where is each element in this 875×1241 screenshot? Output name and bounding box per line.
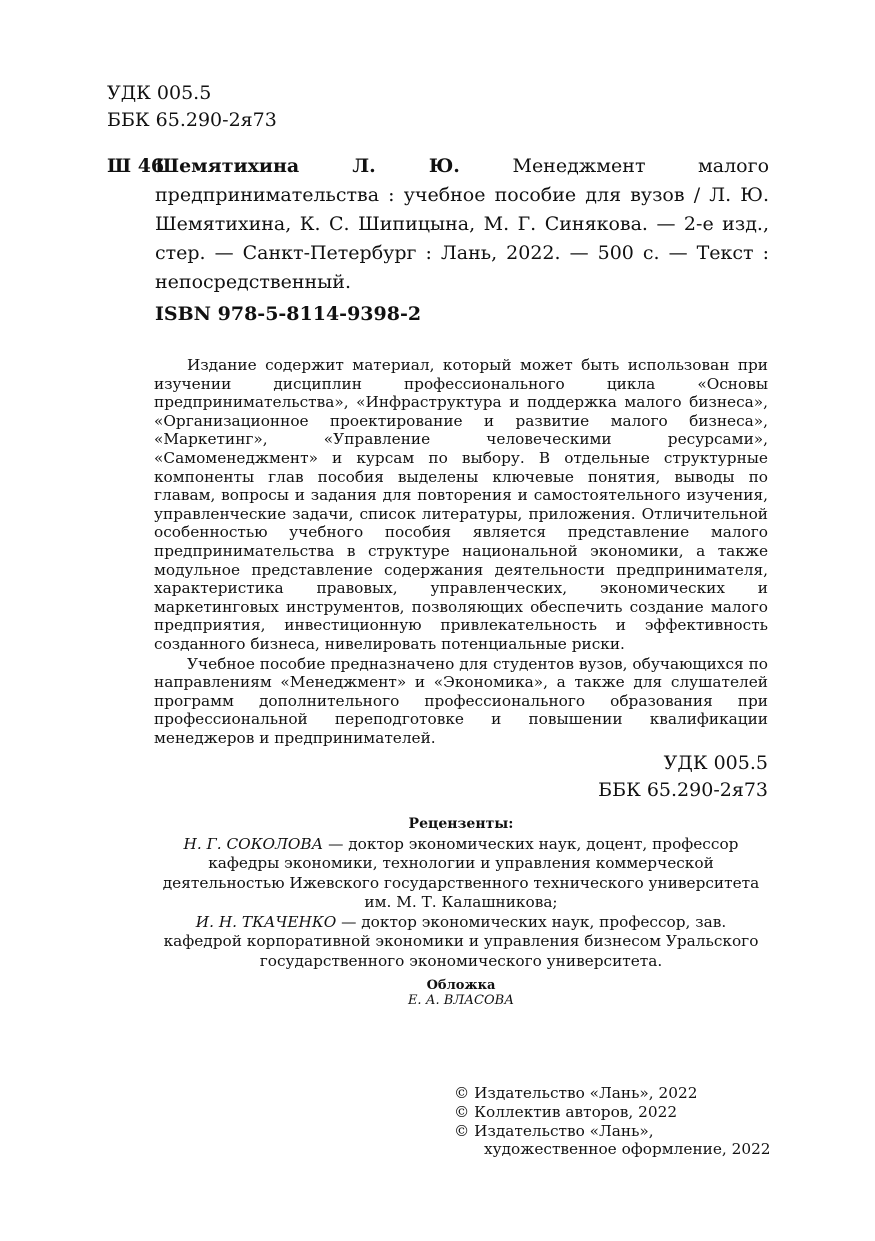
reviewer-2-line-2: кафедрой корпоративной экономики и управления бизнесом Уральского (163, 932, 759, 950)
description: Менеджмент малого предпринимательства : учебное пособие для вузов / Л. Ю. Шемятихина, К. С. Шипицына, М. Г. Синякова. — 2-е изд., стер. — Санкт-Петербург : Лань, 2022. — 500 с. — Текст : непосредственный. (155, 155, 770, 293)
copyright-block (454, 1084, 771, 1159)
bbk-code-right: ББК 65.290-2я73 (598, 779, 768, 801)
cover-heading: Обложка (426, 978, 496, 993)
copyright-publisher: © Издательство «Лань», 2022 (454, 1084, 698, 1102)
authors: Шемятихина Л. Ю. (155, 155, 460, 177)
reviewer-1-line-4: им. М. Т. Калашникова; (364, 893, 558, 911)
reviewer-1-name: Н. Г. СОКОЛОВА (183, 834, 324, 853)
cover-credit (154, 978, 768, 1008)
reviewers-block (154, 815, 768, 971)
reviewer-1-line-2: кафедры экономики, технологии и управления коммерческой (208, 854, 714, 872)
author-mark: Ш 46 (107, 155, 165, 177)
reviewer-2-name: И. Н. ТКАЧЕНКО (195, 912, 337, 931)
bibliographic-record (107, 152, 769, 297)
cover-designer: Е. А. ВЛАСОВА (407, 993, 515, 1008)
udk-code-right: УДК 005.5 (663, 752, 768, 774)
isbn: ISBN 978-5-8114-9398-2 (155, 303, 422, 325)
reviewer-1-line-3: деятельностью Ижевского государственного технического университета (162, 873, 760, 892)
reviewers-heading: Рецензенты: (408, 816, 514, 832)
reviewer-1-line-1: Н. Г. СОКОЛОВА — доктор экономических наук, доцент, профессор (183, 834, 739, 853)
copyright-design-cont: художественное оформление, 2022 (484, 1140, 771, 1159)
classification-codes-top (107, 80, 277, 134)
copyright-authors: © Коллектив авторов, 2022 (454, 1102, 678, 1121)
bibliographic-description (155, 152, 769, 297)
abstract (154, 356, 768, 747)
udk-code: УДК 005.5 (107, 82, 212, 104)
classification-codes-bottom (598, 750, 768, 804)
abstract-paragraph-1: Издание содержит материал, который может быть использован при изучении дисциплин профессионального цикла «Основы предпринимательства», «Инфраструктура и поддержка малого бизнеса», «Организационное проектирование и развитие малого бизнеса», «Маркетинг», «Управление человеческими ресурсами», «Самоменеджмент» и курсам по выбору. В отдельные структурные компоненты глав пособия выделены ключевые понятия, выводы по главам, вопросы и задания для повторения и самостоятельного изучения, управленческие задачи, список литературы, приложения. Отличительной особенностью учебного пособия является представление малого предпринимательства в структуре национальной экономики, а также модульное представление содержания деятельности предпринимателя, характеристика правовых, управленческих, экономических и маркетинговых инструментов, позволяющих обеспечить создание малого предприятия, инвестиционную привлекательность и эффективность созданного бизнеса, нивелировать потенциальные риски. (154, 356, 768, 653)
copyright-design: © Издательство «Лань», (454, 1121, 654, 1140)
abstract-paragraph-2: Учебное пособие предназначено для студентов вузов, обучающихся по направлениям «Менеджмент» и «Экономика», а также для слушателей программ дополнительного профессионального образования при профессиональной переподготовке и повышении квалификации менеджеров и предпринимателей. (154, 654, 768, 747)
reviewer-2-line-1: И. Н. ТКАЧЕНКО — доктор экономических наук, профессор, зав. (195, 912, 727, 931)
reviewer-2-line-3: государственного экономического университета. (259, 951, 663, 970)
bbk-code: ББК 65.290-2я73 (107, 109, 277, 131)
